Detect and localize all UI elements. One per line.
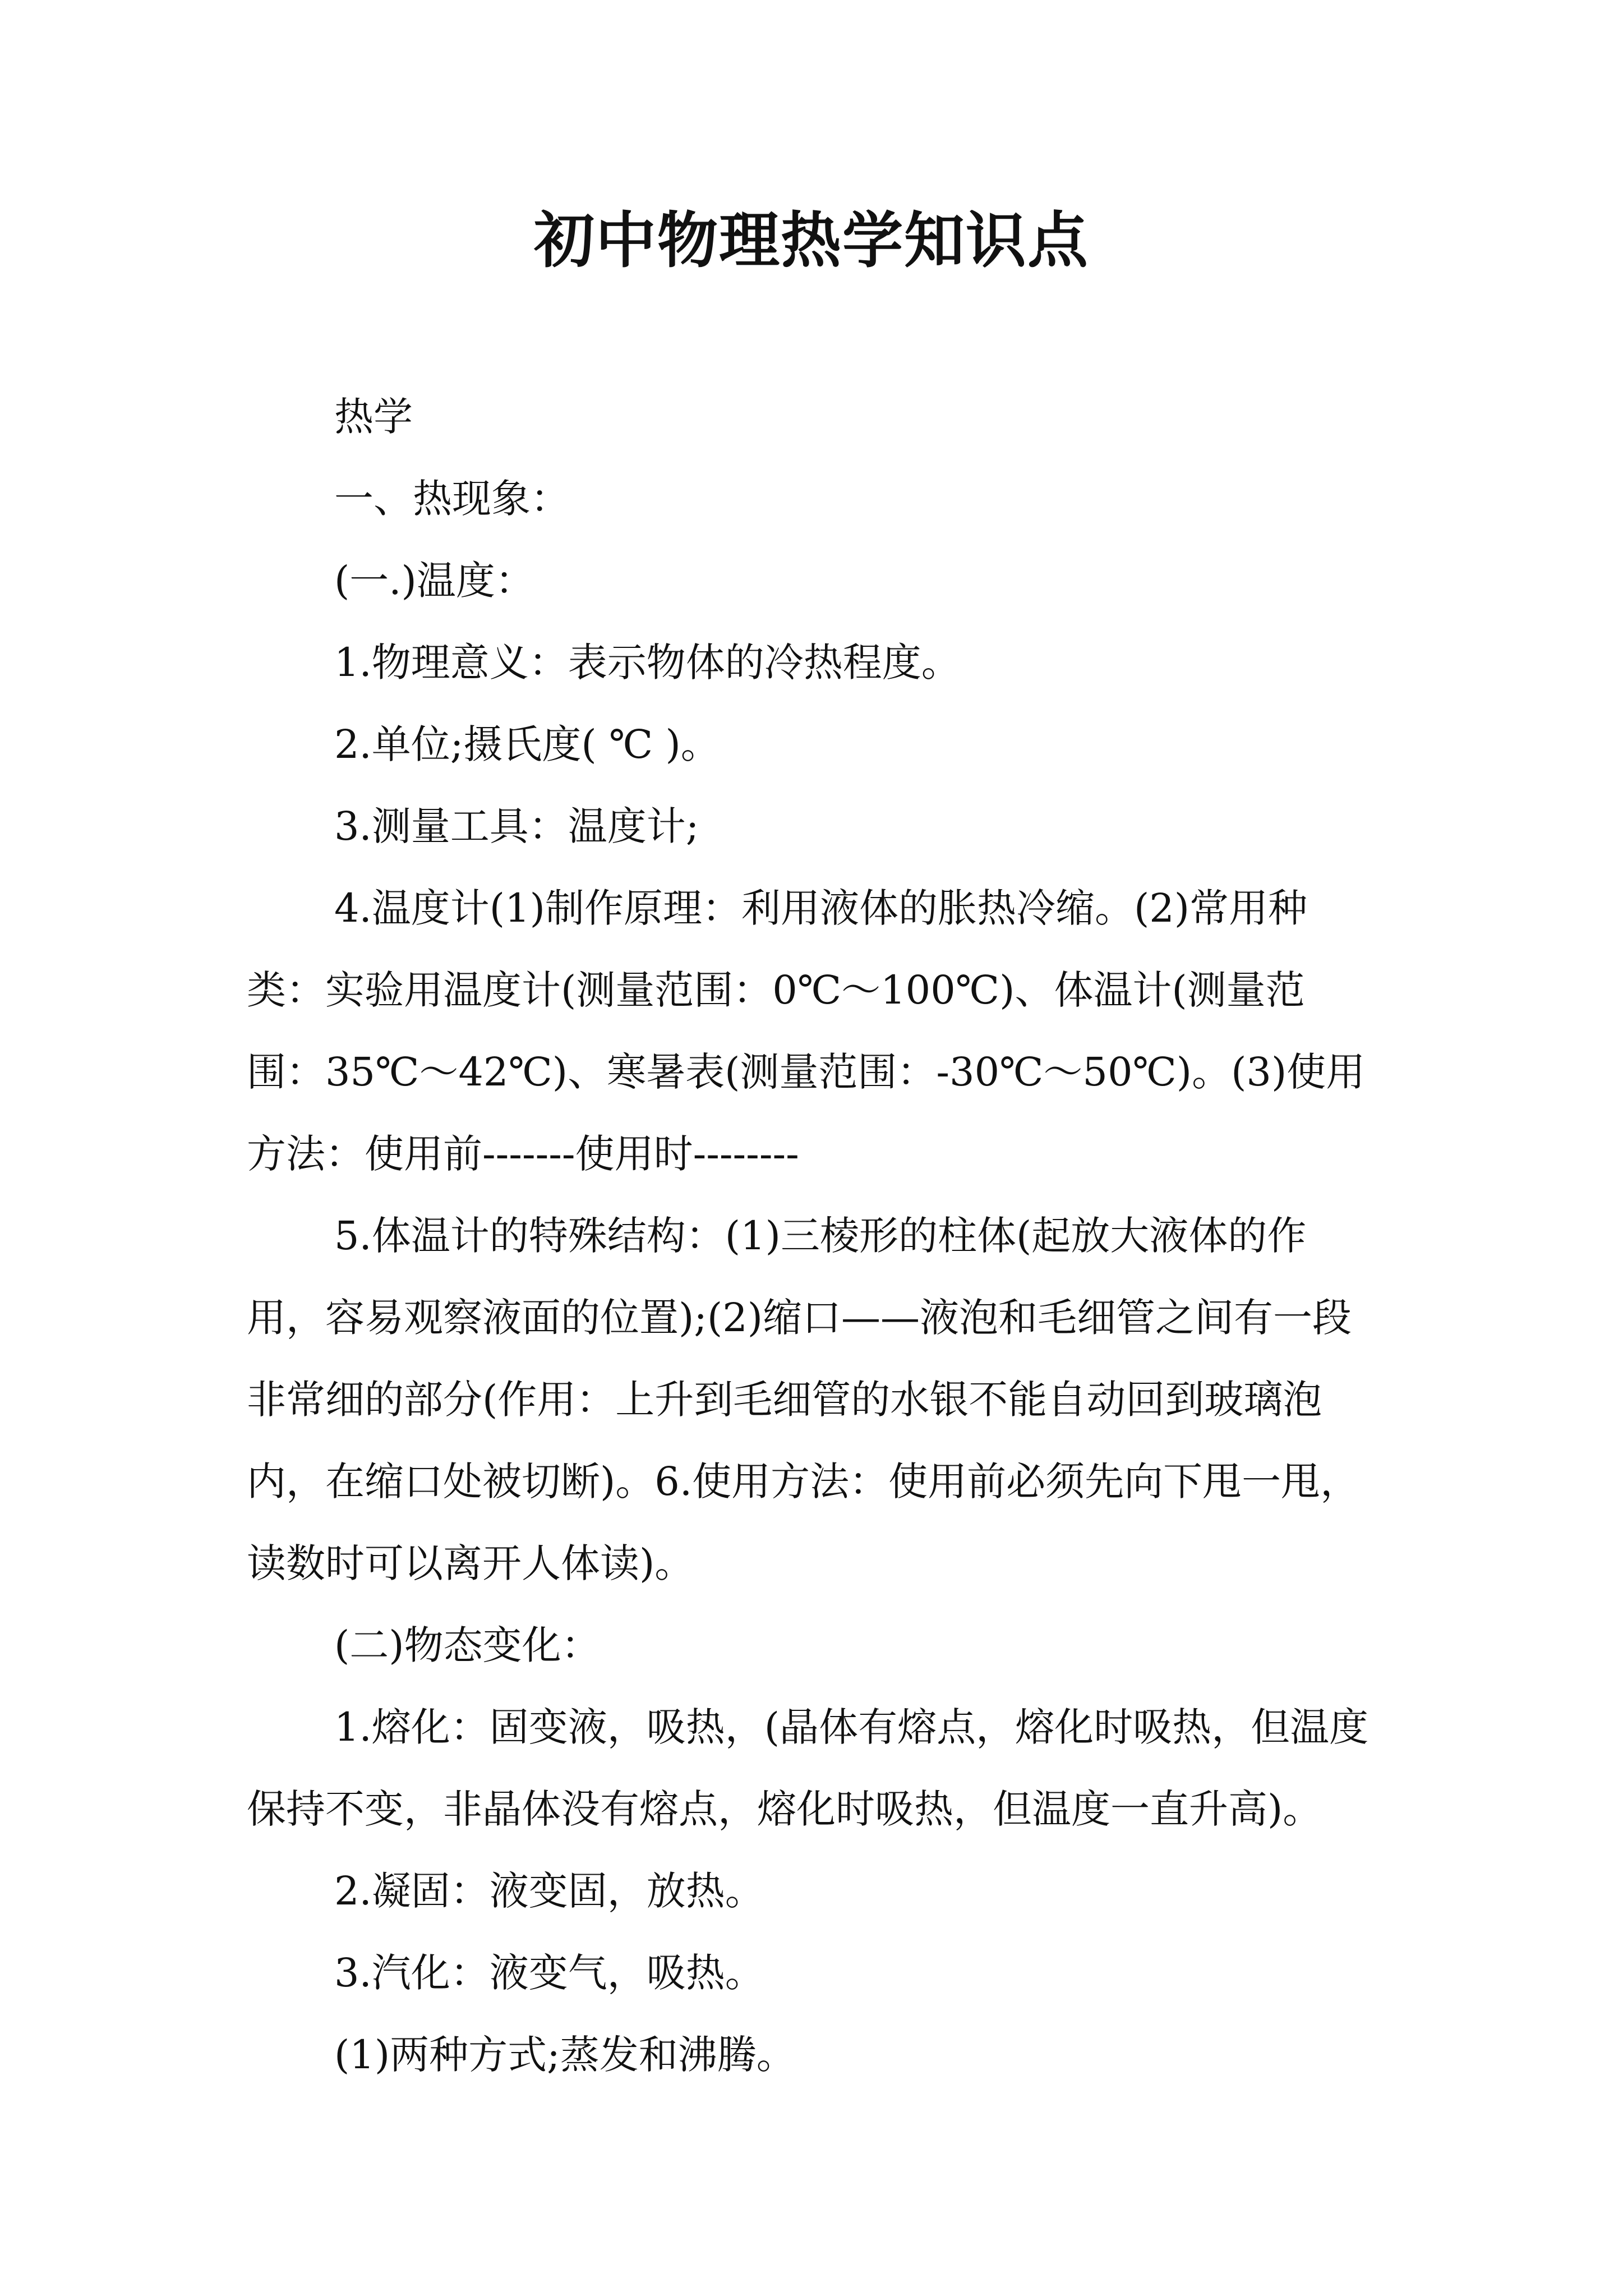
paragraph-section-1: 一、热现象： [334, 476, 570, 522]
paragraph-melting: 1.熔化：固变液，吸热，(晶体有熔点，熔化时吸热，但温度保持不变，非晶体没有熔点，熔化时吸热，但温度一直升高)。 [247, 1704, 1369, 1832]
paragraph-heat-heading: 热学 [334, 394, 413, 440]
paragraph-vaporization: 3.汽化：液变气，吸热。 [334, 1950, 764, 1996]
paragraph-item-2: 2.单位;摄氏度( ℃ )。 [334, 721, 720, 767]
paragraph-vaporization-modes: (1)两种方式;蒸发和沸腾。 [334, 2032, 796, 2078]
document-body [247, 376, 1380, 2096]
paragraph-item-4: 4.温度计(1)制作原理：利用液体的胀热冷缩。(2)常用种类：实验用温度计(测量范围：0℃～100℃)、体温计(测量范围：35℃～42℃)、寒暑表(测量范围：-30℃～50℃)。(3)使用方法：使用前-------使用时-------- [247, 885, 1366, 1177]
paragraph-item-1: 1.物理意义：表示物体的冷热程度。 [334, 639, 961, 685]
paragraph-state-change-heading: (二)物态变化： [334, 1622, 601, 1668]
paragraph-item-3: 3.测量工具：温度计; [334, 803, 699, 849]
paragraph-solidification: 2.凝固：液变固，放热。 [334, 1868, 764, 1914]
paragraph-temperature-heading: (一.)温度： [334, 558, 534, 604]
document-title: 初中物理热学知识点 [533, 206, 1089, 276]
paragraph-item-5: 5.体温计的特殊结构：(1)三棱形的柱体(起放大液体的作用，容易观察液面的位置);(2)缩口——液泡和毛细管之间有一段非常细的部分(作用：上升到毛细管的水银不能自动回到玻璃泡内，在缩口处被切断)。6.使用方法：使用前必须先向下甩一甩，读数时可以离开人体读)。 [247, 1213, 1360, 1586]
